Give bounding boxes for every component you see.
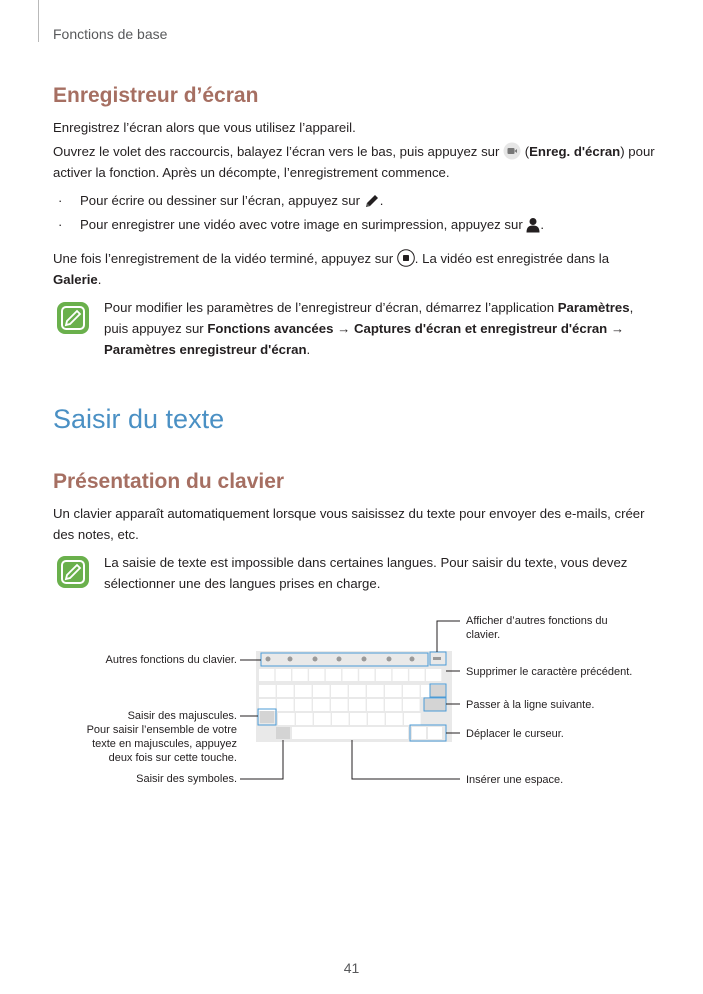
- note-bold: Paramètres enregistreur d'écran: [104, 342, 307, 357]
- note-icon: [56, 555, 90, 589]
- section-title-screen-recorder: Enregistreur d’écran: [53, 84, 259, 107]
- keyboard-keys: [259, 669, 441, 725]
- keyboard-key: [332, 713, 349, 725]
- keyboard-key: [376, 669, 391, 681]
- note-text: .: [306, 342, 311, 357]
- section2-intro-l2: des notes, etc.: [53, 527, 139, 542]
- enter-key: [424, 699, 446, 711]
- keyboard-key: [331, 685, 348, 697]
- symbols-key: [276, 727, 290, 739]
- bullet-end: .: [540, 217, 545, 232]
- keyboard-key: [350, 713, 367, 725]
- page-number: 41: [343, 960, 360, 976]
- screen-recorder-icon: [503, 142, 521, 160]
- arrow: →: [610, 321, 625, 336]
- bullet-text: Pour enregistrer une vidéo avec votre image en surimpression, appuyez sur: [80, 217, 523, 232]
- gallery-bold: Galerie: [53, 272, 98, 287]
- keyboard-key: [278, 713, 295, 725]
- stop-icon: [397, 249, 415, 267]
- keyboard-key: [259, 685, 276, 697]
- keyboard-key: [326, 669, 341, 681]
- label-cursor: Déplacer le curseur.: [466, 728, 564, 740]
- running-title: Fonctions de base: [53, 26, 168, 42]
- keyboard-key: [313, 685, 330, 697]
- keyboard-key: [295, 685, 312, 697]
- keyboard-key: [409, 669, 424, 681]
- note-text: Pour modifier les paramètres de l’enregistreur d’écran, démarrez l’application: [104, 300, 555, 315]
- note-icon: [56, 301, 90, 335]
- backspace-key: [430, 685, 446, 697]
- section1-after-line2: [53, 269, 101, 290]
- section1-intro: Enregistrez l’écran alors que vous utilisez l’appareil.: [53, 120, 356, 135]
- note-line: [104, 318, 664, 339]
- keyboard-key: [359, 669, 374, 681]
- keyboard-key: [386, 713, 403, 725]
- keyboard-key: [426, 669, 441, 681]
- label-enter: Passer à la ligne suivante.: [466, 699, 595, 711]
- after-text-2: . La vidéo est enregistrée dans la: [414, 251, 610, 266]
- p2-text: Ouvrez le volet des raccourcis, balayez l’écran vers le bas, puis appuyez sur: [53, 144, 500, 159]
- chapter-title: Saisir du texte: [53, 404, 225, 434]
- note-language-l2: sélectionner une des langues prises en charge.: [104, 576, 381, 591]
- space-key: [292, 727, 408, 739]
- keyboard-key: [385, 685, 402, 697]
- section1-paragraph-line2: activer la fonction. Après un décompte, l’enregistrement commence.: [53, 165, 450, 180]
- section-title-keyboard: Présentation du clavier: [53, 470, 285, 493]
- cursor-left-key: [412, 727, 426, 739]
- bullet-item: [58, 190, 384, 211]
- note-bold: Captures d'écran et enregistreur d'écran: [353, 321, 608, 336]
- keyboard-key: [276, 669, 291, 681]
- pen-icon: [364, 193, 380, 209]
- keyboard-key: [343, 669, 358, 681]
- keyboard-key: [296, 713, 313, 725]
- note-text: puis appuyez sur: [104, 321, 204, 336]
- bullet-dot: ·: [58, 193, 63, 208]
- keyboard-key: [349, 699, 366, 711]
- bullet-end: .: [379, 193, 384, 208]
- keyboard-key: [404, 713, 421, 725]
- p2-paren: (: [524, 144, 530, 159]
- note-line: [104, 339, 664, 360]
- label-line: Pour saisir l’ensemble de votre: [86, 724, 237, 736]
- after-end: .: [97, 272, 102, 287]
- keyboard-key: [331, 699, 348, 711]
- label-line: texte en majuscules, appuyez: [92, 738, 237, 750]
- keyboard-key: [368, 713, 385, 725]
- section1-after: [53, 248, 673, 269]
- bullet-text: Pour écrire ou dessiner sur l’écran, appuyez sur: [80, 193, 361, 208]
- keyboard-key: [295, 699, 312, 711]
- label-symbols: Saisir des symboles.: [136, 773, 237, 785]
- keyboard-key: [313, 699, 330, 711]
- note-bold: Paramètres: [557, 300, 630, 315]
- keyboard-key: [314, 713, 331, 725]
- note-text: ,: [629, 300, 634, 315]
- label-space: Insérer une espace.: [466, 774, 564, 786]
- keyboard-key: [403, 699, 420, 711]
- label-line: deux fois sur cette touche.: [108, 752, 237, 764]
- section1-paragraph: [53, 141, 673, 162]
- note-line: [104, 297, 664, 318]
- person-icon: [526, 217, 540, 233]
- keyboard-key: [309, 669, 324, 681]
- label-line: Saisir des majuscules.: [127, 710, 237, 722]
- label-more-functions: [466, 614, 608, 642]
- note-settings: [104, 297, 664, 360]
- shift-key: [260, 711, 274, 723]
- label-uppercase: [40, 709, 237, 765]
- note-bold: Fonctions avancées: [207, 321, 334, 336]
- bullet-item: [58, 214, 545, 235]
- keyboard-key: [393, 669, 408, 681]
- keyboard-key: [367, 699, 384, 711]
- after-text: Une fois l’enregistrement de la vidéo terminé, appuyez sur: [53, 251, 394, 266]
- keyboard-key: [385, 699, 402, 711]
- keyboard-key: [292, 669, 307, 681]
- label-line: clavier.: [466, 629, 501, 641]
- keyboard-key: [259, 669, 274, 681]
- keyboard-key: [367, 685, 384, 697]
- keyboard-key: [349, 685, 366, 697]
- header-rule: [38, 0, 39, 42]
- p2-end: ) pour: [620, 144, 655, 159]
- label-other-functions: Autres fonctions du clavier.: [105, 654, 237, 666]
- section2-intro-l1: Un clavier apparaît automatiquement lorsque vous saisissez du texte pour envoyer des e-mails, créer: [53, 506, 645, 521]
- cursor-right-key: [428, 727, 442, 739]
- p2-bold: Enreg. d'écran: [529, 144, 621, 159]
- keyboard-key: [277, 699, 294, 711]
- keyboard-key: [277, 685, 294, 697]
- arrow: →: [337, 321, 351, 336]
- bullet-dot: ·: [58, 217, 63, 232]
- label-backspace: Supprimer le caractère précédent.: [466, 666, 633, 678]
- label-line: Afficher d’autres fonctions du: [466, 615, 608, 627]
- note-language-l1: La saisie de texte est impossible dans certaines langues. Pour saisir du texte, vous devez: [104, 555, 628, 570]
- keyboard-key: [403, 685, 420, 697]
